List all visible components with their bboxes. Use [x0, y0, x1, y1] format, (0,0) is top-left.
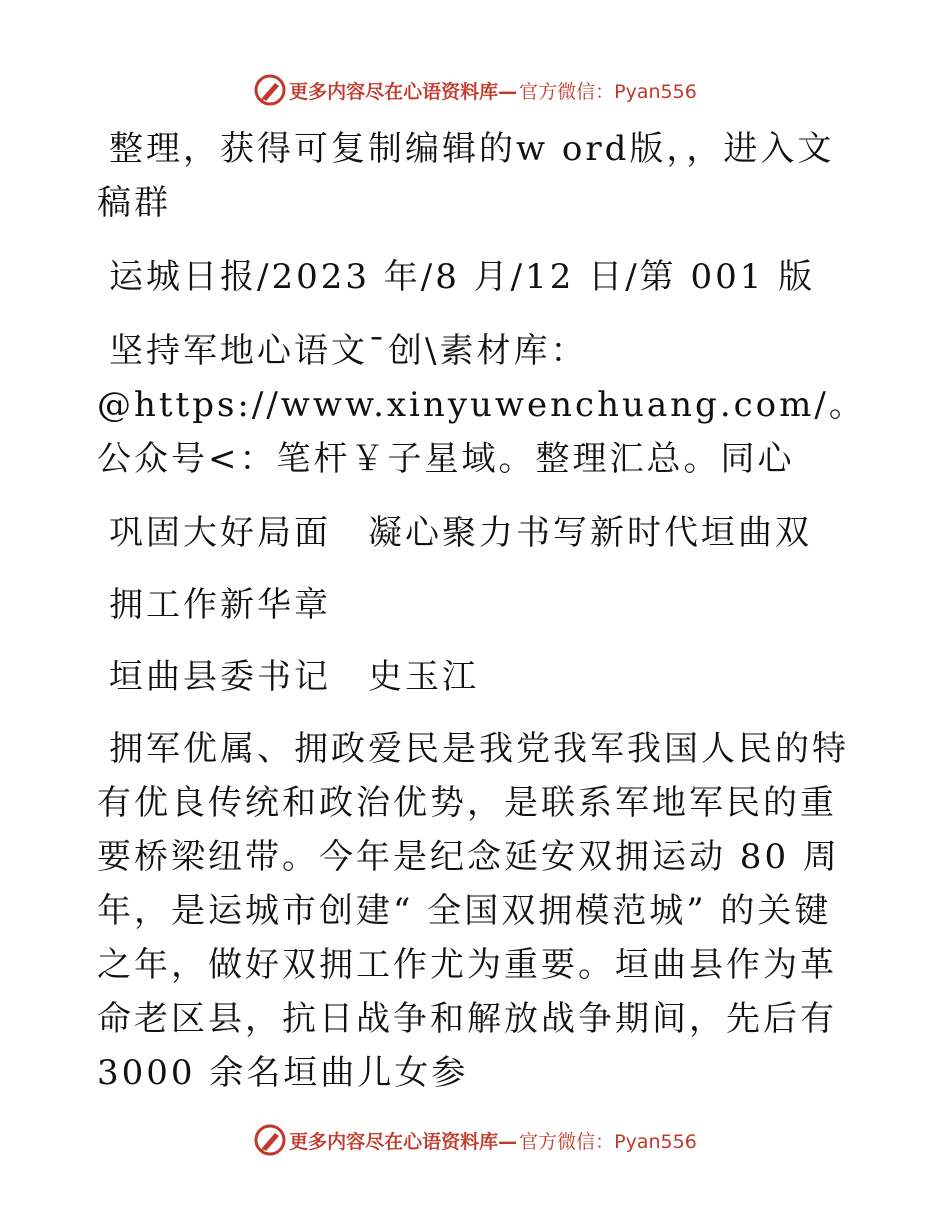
paragraph-intro: 整理，获得可复制编辑的w ord版，，进入文稿群	[97, 129, 835, 223]
pen-logo-icon	[253, 73, 287, 107]
paragraph-watermark-note: 坚持军地心语文¯创\素材库：@https://www.xinyuwenchuang.com/。公众号<：笔杆￥子星域。整理汇总。同心	[97, 331, 866, 479]
article-author: 垣曲县委书记 史玉江	[109, 657, 479, 697]
header-banner	[0, 70, 950, 110]
banner-text: 更多内容尽在心语资料库—	[289, 1130, 518, 1153]
banner-wechat: 官方微信：Pyan556	[519, 1130, 697, 1153]
paragraph-body: 拥军优属、拥政爱民是我党我军我国人民的特有优良传统和政治优势，是联系军地军民的重要桥梁纽带。今年是纪念延安双拥运动 80 周年，是运城市创建“ 全国双拥模范城” 的关键之年，做好双拥工作尤为重要。垣曲县作为革命老区县，抗日战争和解放战争期间，先后有 3000 余名垣曲儿女参	[97, 729, 849, 1093]
paragraph-source: 运城日报/2023 年/8 月/12 日/第 001 版	[109, 257, 816, 297]
article-title-line-1: 巩固大好局面 凝心聚力书写新时代垣曲双	[109, 513, 812, 553]
banner-text: 更多内容尽在心语资料库—	[289, 80, 518, 103]
footer-banner	[0, 1120, 950, 1160]
banner-wechat: 官方微信：Pyan556	[519, 80, 697, 103]
document-body	[97, 122, 866, 1120]
pen-logo-icon	[253, 1123, 287, 1157]
article-title-line-2: 拥工作新华章	[109, 585, 331, 625]
